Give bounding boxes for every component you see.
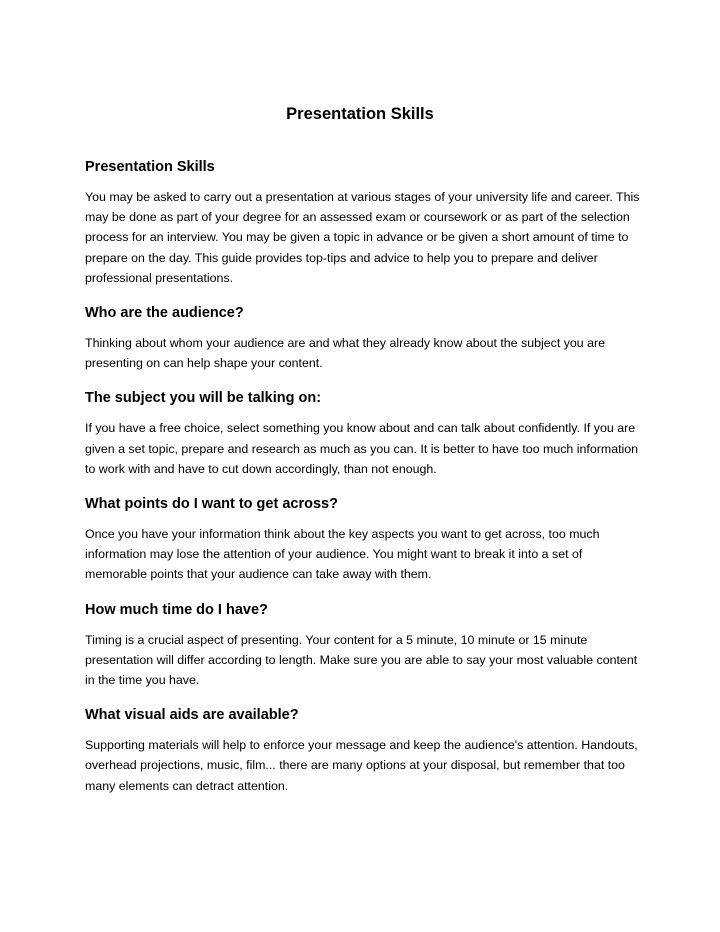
section-body: Once you have your information think about the key aspects you want to get across, too much information may lose the attention of your audience. You might want to break it into a set of memorable points that your audience can take away with them. (85, 527, 600, 582)
section-body: Thinking about whom your audience are and what they already know about the subject you are presenting on can help shape your content. (85, 336, 606, 371)
section-subject (85, 387, 645, 479)
document-title: Presentation Skills (286, 105, 434, 123)
document-content (85, 156, 645, 810)
section-intro (85, 156, 645, 288)
section-body: Supporting materials will help to enforce your message and keep the audience's attention. Handouts, overhead projections, music, film... there are many options at your disposal, but remember that too many elements can detract attention. (85, 738, 638, 793)
section-heading: How much time do I have? (85, 601, 268, 618)
section-heading: What visual aids are available? (85, 707, 299, 724)
section-heading: Presentation Skills (85, 159, 215, 175)
section-body: Timing is a crucial aspect of presenting. Your content for a 5 minute, 10 minute or 15 minute presentation will differ according to length. Make sure you are able to say your most valuable content in the time you have. (85, 632, 638, 688)
section-time (85, 599, 645, 691)
section-heading: The subject you will be talking on: (85, 390, 322, 407)
section-points (85, 493, 645, 585)
section-heading: Who are the audience? (85, 305, 244, 322)
section-body: You may be asked to carry out a presentation at various stages of your university life and career. This may be done as part of your degree for an assessed exam or coursework or as part of the selection process for an interview. You may be given a topic in advance or be given a short amount of time to prepare on the day. This guide provides top-tips and advice to help you to prepare and deliver professional presentations. (85, 190, 640, 285)
section-audience (85, 302, 645, 373)
section-visual-aids (85, 704, 645, 796)
section-heading: What points do I want to get across? (85, 496, 338, 513)
section-body: If you have a free choice, select something you know about and can talk about confidently. If you are given a set topic, prepare and research as much as you can. It is better to have too much information to work with and have to cut down accordingly, than not enough. (85, 421, 639, 476)
